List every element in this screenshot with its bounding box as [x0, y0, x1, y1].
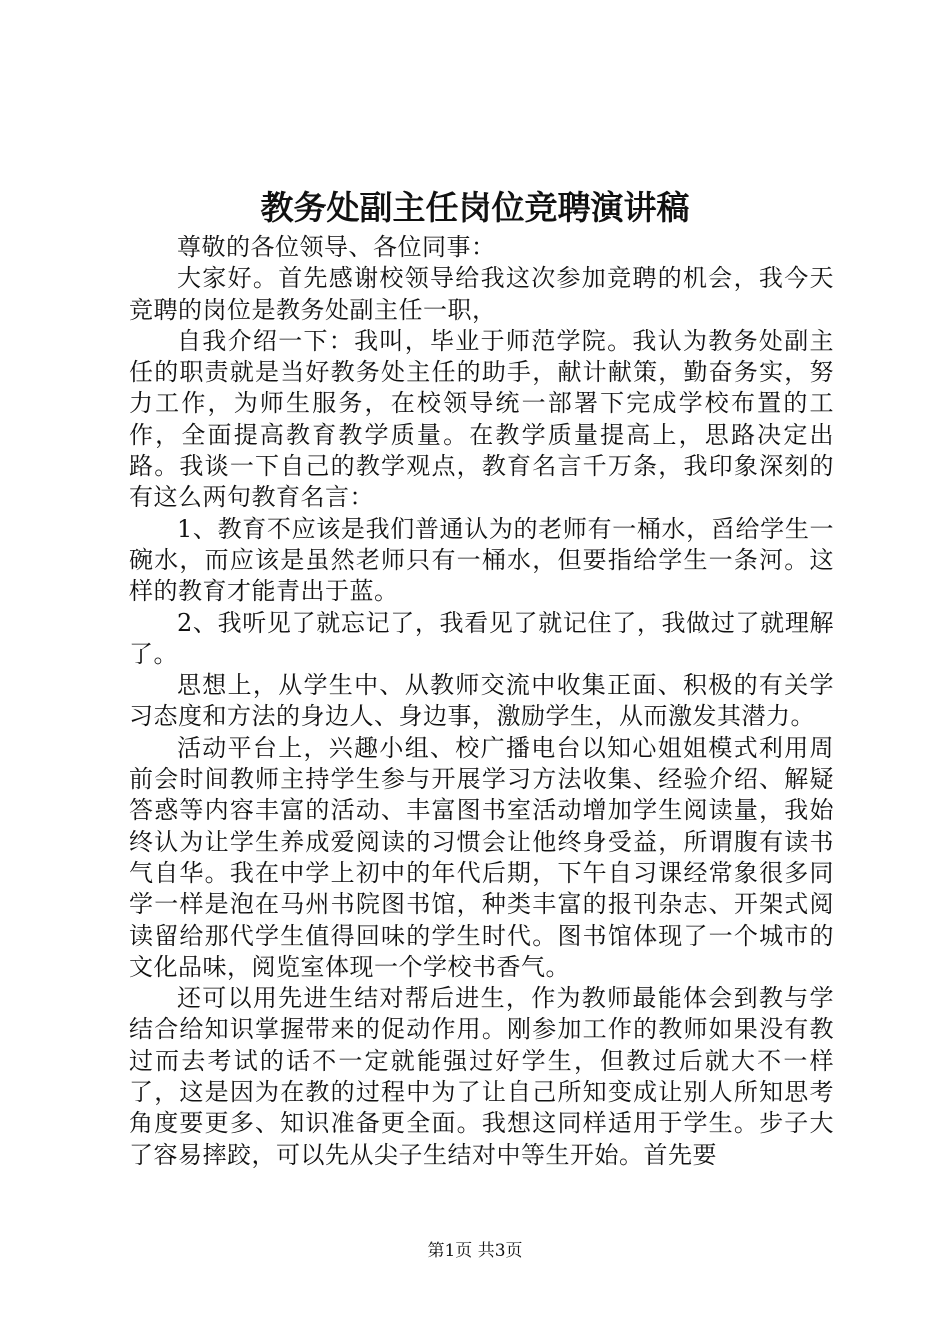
paragraph-quote-1: 1、教育不应该是我们普通认为的老师有一桶水，舀给学生一碗水，而应该是虽然老师只有一桶水，但要指给学生一条河。这样的教育才能青出于蓝。: [129, 514, 834, 606]
document-body: [129, 232, 834, 1171]
page-title: 教务处副主任岗位竞聘演讲稿: [260, 188, 690, 227]
paragraph-thinking: 思想上，从学生中、从教师交流中收集正面、积极的有关学习态度和方法的身边人、身边事，激励学生，从而激发其潜力。: [129, 671, 834, 731]
paragraph-quote-2: 2、我听见了就忘记了，我看见了就记住了，我做过了就理解了。: [129, 608, 834, 668]
paragraph-salutation: 尊敬的各位领导、各位同事：: [177, 233, 496, 261]
paragraph-greeting: 大家好。首先感谢校领导给我这次参加竞聘的机会，我今天竞聘的岗位是教务处副主任一职，: [129, 264, 834, 324]
page-footer: 第1页 共3页: [427, 1241, 523, 1261]
paragraph-introduction: 自我介绍一下：我叫，毕业于师范学院。我认为教务处副主任的职责就是当好教务处主任的助手，献计献策，勤奋务实，努力工作，为师生服务，在校领导统一部署下完成学校布置的工作，全面提高教育教学质量。在教学质量提高上，思路决定出路。我谈一下自己的教学观点，教育名言千万条，我印象深刻的有这么两句教育名言：: [129, 326, 834, 512]
paragraph-activities: 活动平台上，兴趣小组、校广播电台以知心姐姐模式利用周前会时间教师主持学生参与开展学习方法收集、经验介绍、解疑答惑等内容丰富的活动、丰富图书室活动增加学生阅读量，我始终认为让学生养成爱阅读的习惯会让他终身受益，所谓腹有读书气自华。我在中学上初中的年代后期，下午自习课经常象很多同学一样是泡在马州书院图书馆，种类丰富的报刊杂志、开架式阅读留给那代学生值得回味的学生时代。图书馆体现了一个城市的文化品味，阅览室体现一个学校书香气。: [129, 733, 834, 981]
paragraph-peer-help: 还可以用先进生结对帮后进生，作为教师最能体会到教与学结合给知识掌握带来的促动作用。刚参加工作的教师如果没有教过而去考试的话不一定就能强过好学生，但教过后就大不一样了，这是因为在教的过程中为了让自己所知变成让别人所知思考角度要更多、知识准备更全面。我想这同样适用于学生。步子大了容易摔跤，可以先从尖子生结对中等生开始。首先要: [129, 984, 834, 1169]
